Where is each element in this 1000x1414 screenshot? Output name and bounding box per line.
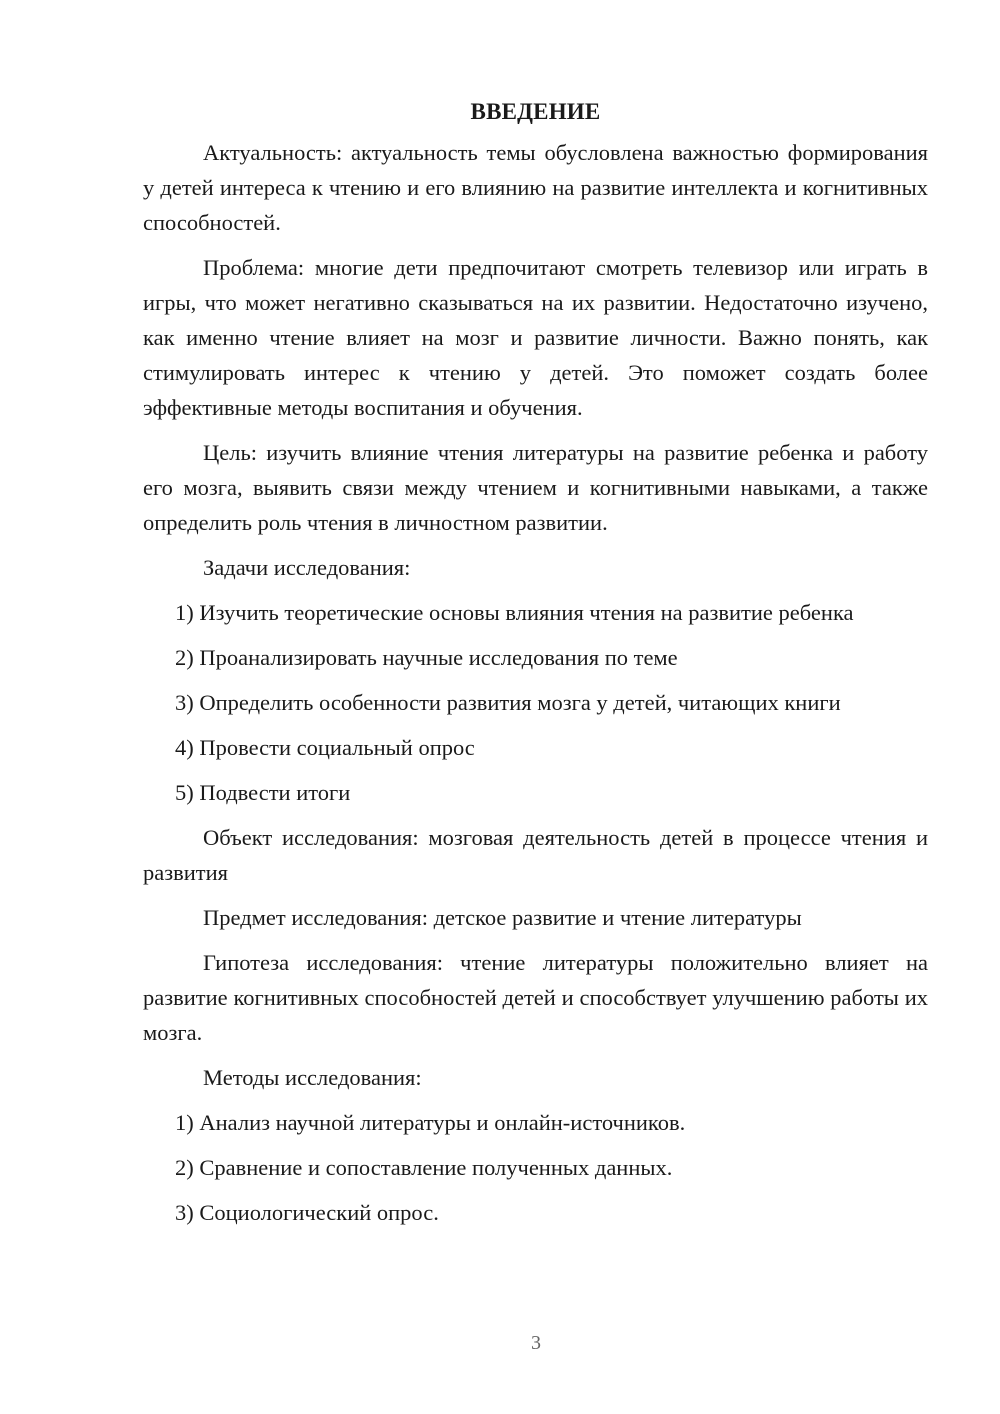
relevance-paragraph: Актуальность: актуальность темы обусловлена важностью формирования у детей интереса к чтению и его влиянию на развитие интеллекта и когнитивных способностей. xyxy=(143,140,928,235)
method-item: 1) Анализ научной литературы и онлайн-источников. xyxy=(175,1110,686,1135)
task-item: 2) Проанализировать научные исследования по теме xyxy=(175,645,678,670)
task-item: 4) Провести социальный опрос xyxy=(175,735,475,760)
section-title: ВВЕДЕНИЕ xyxy=(470,99,601,124)
task-item: 5) Подвести итоги xyxy=(175,780,351,805)
hypothesis-paragraph: Гипотеза исследования: чтение литературы положительно влияет на развитие когнитивных способностей детей и способствует улучшению работы их мозга. xyxy=(143,950,928,1045)
method-item: 2) Сравнение и сопоставление полученных данных. xyxy=(175,1155,673,1180)
page-number: 3 xyxy=(531,1332,541,1354)
method-item: 3) Социологический опрос. xyxy=(175,1200,439,1225)
tasks-list xyxy=(143,595,928,810)
subject-paragraph: Предмет исследования: детское развитие и чтение литературы xyxy=(203,905,802,930)
task-item: 1) Изучить теоретические основы влияния чтения на развитие ребенка xyxy=(175,600,854,625)
methods-list xyxy=(143,1105,928,1230)
task-item: 3) Определить особенности развития мозга у детей, читающих книги xyxy=(175,690,841,715)
methods-heading: Методы исследования: xyxy=(203,1065,422,1090)
document-body xyxy=(143,94,928,1240)
tasks-heading: Задачи исследования: xyxy=(203,555,411,580)
goal-paragraph: Цель: изучить влияние чтения литературы на развитие ребенка и работу его мозга, выявить связи между чтением и когнитивными навыками, а также определить роль чтения в личностном развитии. xyxy=(143,440,928,535)
object-paragraph: Объект исследования: мозговая деятельность детей в процессе чтения и развития xyxy=(143,825,928,885)
problem-paragraph: Проблема: многие дети предпочитают смотреть телевизор или играть в игры, что может негативно сказываться на их развитии. Недостаточно изучено, как именно чтение влияет на мозг и развитие личности. Важно понять, как стимулировать интерес к чтению у детей. Это поможет создать более эффективные методы воспитания и обучения. xyxy=(143,255,928,420)
